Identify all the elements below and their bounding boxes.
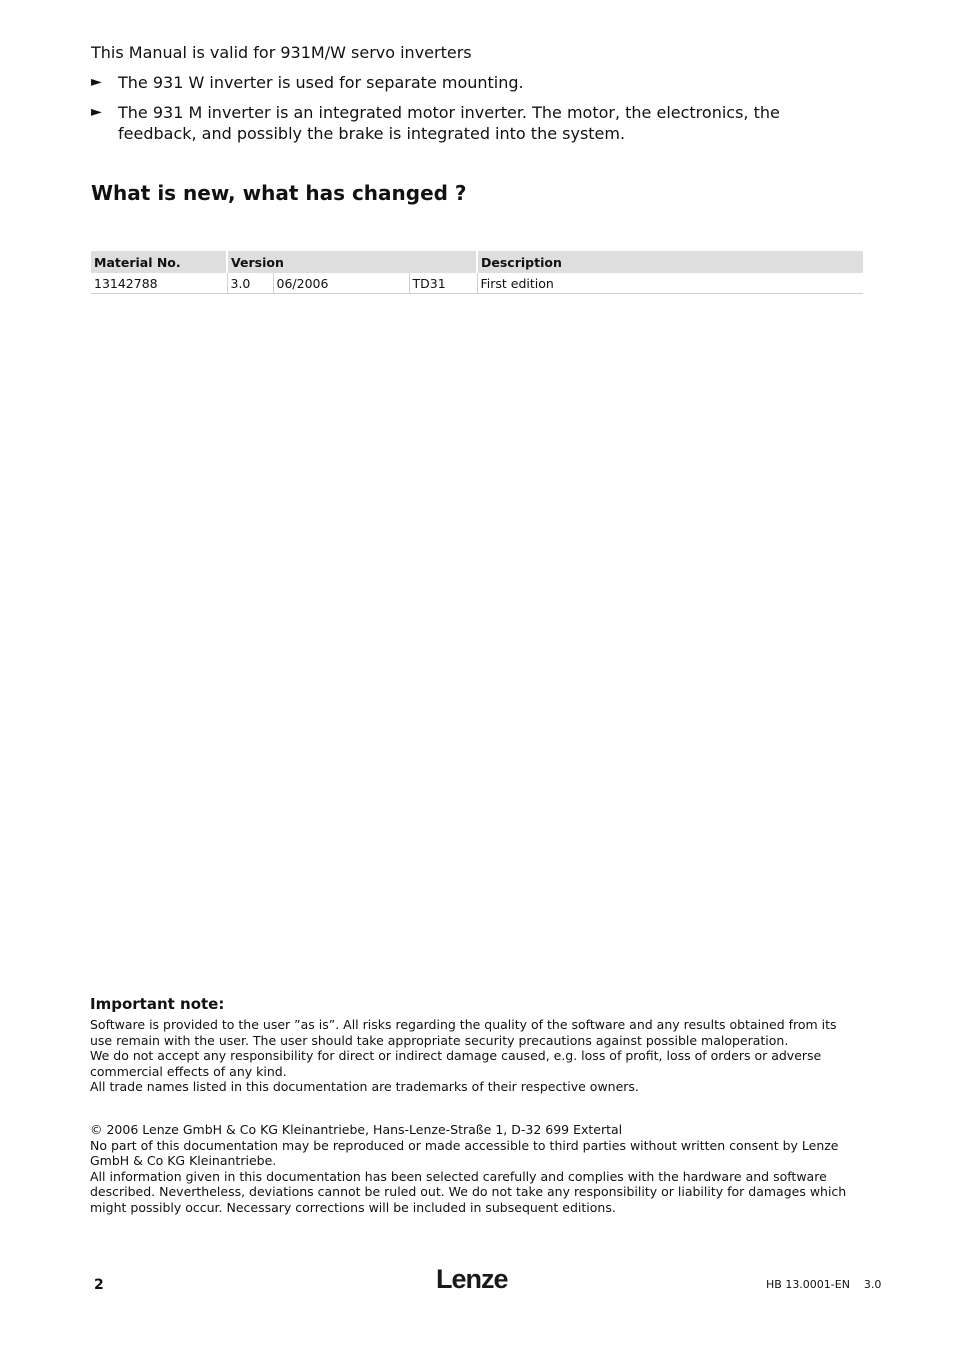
bullet-arrow-icon: ► [91,74,102,90]
cell-material-no: 13142788 [91,273,227,294]
table-row [91,273,863,294]
note-paragraph: Software is provided to the user ”as is”. All risks regarding the quality of the software and any results obtained from its use remain with the user. The user should take appropriate security precautions against possible maloperation. [90,1017,837,1048]
bullet-text: The 931 W inverter is used for separate mounting. [118,73,524,92]
copyright-line: No part of this documentation may be reproduced or made accessible to third parties without written consent by Lenze GmbH & Co KG Kleinantriebe. [90,1137,839,1168]
cell-description: First edition [477,273,863,294]
important-note-body [90,1017,860,1095]
important-note-title: Important note: [90,995,225,1013]
cell-code: TD31 [409,273,477,294]
header-description: Description [477,251,863,273]
version-table [91,251,863,294]
intro-text: This Manual is valid for 931M/W servo inverters [91,43,472,62]
header-material-no: Material No. [91,251,227,273]
page-number: 2 [94,1277,104,1293]
note-paragraph: We do not accept any responsibility for direct or indirect damage caused, e.g. loss of profit, loss of orders or adverse commercial effects of any kind. [90,1048,822,1079]
table-header-row [91,251,863,273]
copyright-line: © 2006 Lenze GmbH & Co KG Kleinantriebe, Hans-Lenze-Straße 1, D-32 699 Extertal [90,1122,623,1137]
lenze-logo-icon [436,1264,516,1292]
copyright-block [90,1122,870,1215]
note-paragraph: All trade names listed in this documentation are trademarks of their respective owners. [90,1079,639,1094]
document-reference: HB 13.0001-EN 3.0 [766,1278,882,1291]
header-version: Version [227,251,477,273]
logo-text: Lenze [436,1264,508,1292]
bullet-arrow-icon: ► [91,104,102,120]
copyright-line: All information given in this documentation has been selected carefully and complies with the hardware and software described. Nevertheless, deviations cannot be ruled out. We do not take any responsibility or liability for damages which might possibly occur. Necessary corrections will be included in subsequent editions. [90,1168,847,1215]
lenze-logo [436,1264,516,1296]
section-heading: What is new, what has changed ? [91,181,467,205]
cell-date: 06/2006 [273,273,409,294]
bullet-text: The 931 M inverter is an integrated motor inverter. The motor, the electronics, the feedback, and possibly the brake is integrated into the system. [118,103,780,143]
cell-version: 3.0 [227,273,273,294]
